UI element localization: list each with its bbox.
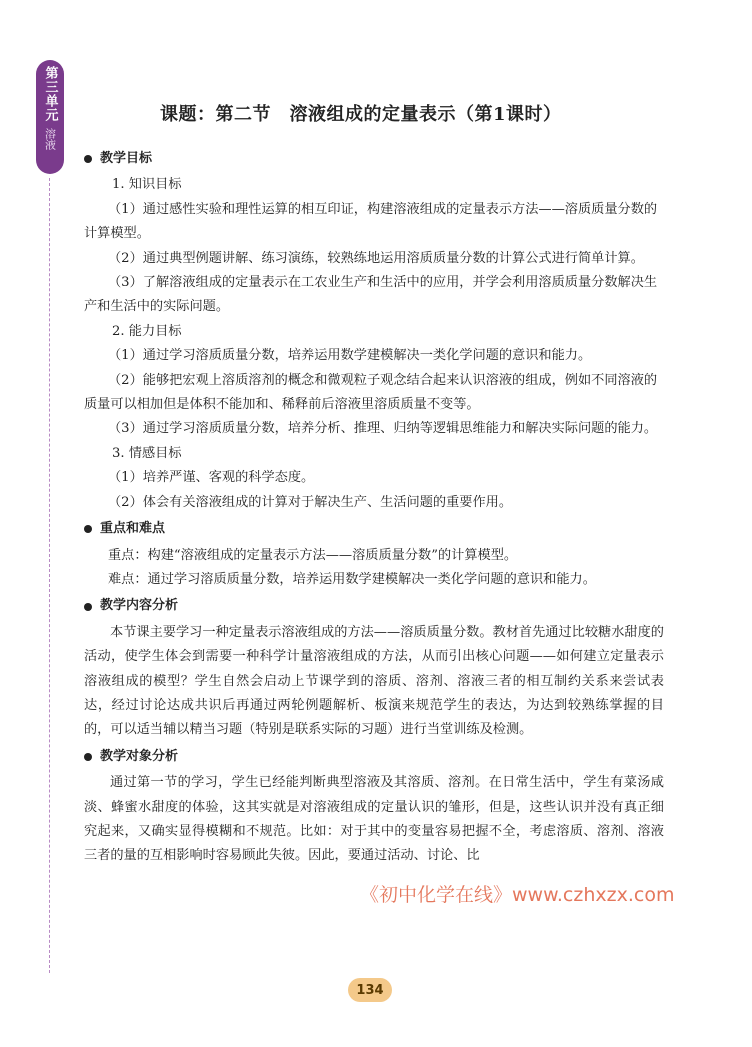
watermark: 《初中化学在线》www.czhxzx.com (360, 884, 675, 906)
side-dashed-line (49, 178, 50, 973)
knowledge-item: （2）通过典型例题讲解、练习演练，较熟练地运用溶质质量分数的计算公式进行简单计算。 (108, 250, 644, 266)
main-content (84, 145, 664, 869)
bullet-icon (84, 525, 92, 533)
content-analysis-text: 本节课主要学习一种定量表示溶液组成的方法——溶质质量分数。教材首先通过比较糖水甜度的活动，使学生体会到需要一种科学计量溶液组成的方法，从而引出核心问题——如何建立定量表示溶液组成的模型？学生自然会启动上节课学到的溶质、溶剂、溶液三者的相互制约关系来尝试表达，经过讨论达成共识后再通过两轮例题解析、板演来规范学生的表达，为达到较熟练掌握的目的，可以适当辅以精当习题（特别是联系实际的习题）进行当堂训练及检测。 (84, 624, 664, 738)
knowledge-item: （3）了解溶液组成的定量表示在工农业生产和生活中的应用，并学会利用溶质质量分数解决生产和生活中的实际问题。 (84, 275, 658, 315)
unit-label: 第三单元 (42, 66, 58, 122)
section-heading-goals: 教学目标 (84, 147, 664, 171)
emotion-label: 3. 情感目标 (112, 445, 182, 461)
section-heading-content: 教学内容分析 (84, 594, 664, 618)
unit-side-tab (36, 60, 64, 174)
section-heading-students: 教学对象分析 (84, 745, 664, 769)
page-title: 课题：第二节 溶液组成的定量表示（第1课时） (160, 104, 562, 125)
emotion-item: （1）培养严谨、客观的科学态度。 (108, 470, 315, 486)
knowledge-label: 1. 知识目标 (112, 177, 182, 193)
bullet-icon (84, 603, 92, 611)
topic-label: 溶液 (43, 128, 57, 150)
ability-item: （2）能够把宏观上溶质溶剂的概念和微观粒子观念结合起来认识溶液的组成，例如不同溶液的质量可以相加但是体积不能加和、稀释前后溶液里溶质质量不变等。 (84, 372, 658, 413)
bullet-icon (84, 753, 92, 761)
section-heading-key: 重点和难点 (84, 517, 664, 541)
ability-item: （1）通过学习溶质质量分数，培养运用数学建模解决一类化学问题的意识和能力。 (108, 348, 592, 364)
knowledge-item: （1）通过感性实验和理性运算的相互印证，构建溶液组成的定量表示方法——溶质质量分数的计算模型。 (84, 201, 658, 242)
student-analysis-text: 通过第一节的学习，学生已经能判断典型溶液及其溶质、溶剂。在日常生活中，学生有菜汤咸淡、蜂蜜水甜度的体验，这其实就是对溶液组成的定量认识的雏形，但是，这些认识并没有真正细究起来，又确实显得模糊和不规范。比如：对于其中的变量容易把握不全，考虑溶质、溶剂、溶液三者的量的互相影响时容易顾此失彼。因此，要通过活动、讨论、比 (84, 775, 664, 864)
focus-text: 重点：构建“溶液组成的定量表示方法——溶质质量分数”的计算模型。 (108, 547, 518, 563)
ability-label: 2. 能力目标 (112, 323, 182, 339)
bullet-icon (84, 155, 92, 163)
emotion-item: （2）体会有关溶液组成的计算对于解决生产、生活问题的重要作用。 (108, 494, 513, 510)
page-number: 134 (348, 978, 392, 1002)
ability-item: （3）通过学习溶质质量分数，培养分析、推理、归纳等逻辑思维能力和解决实际问题的能力。 (108, 421, 658, 437)
difficulty-text: 难点：通过学习溶质质量分数，培养运用数学建模解决一类化学问题的意识和能力。 (108, 571, 596, 587)
